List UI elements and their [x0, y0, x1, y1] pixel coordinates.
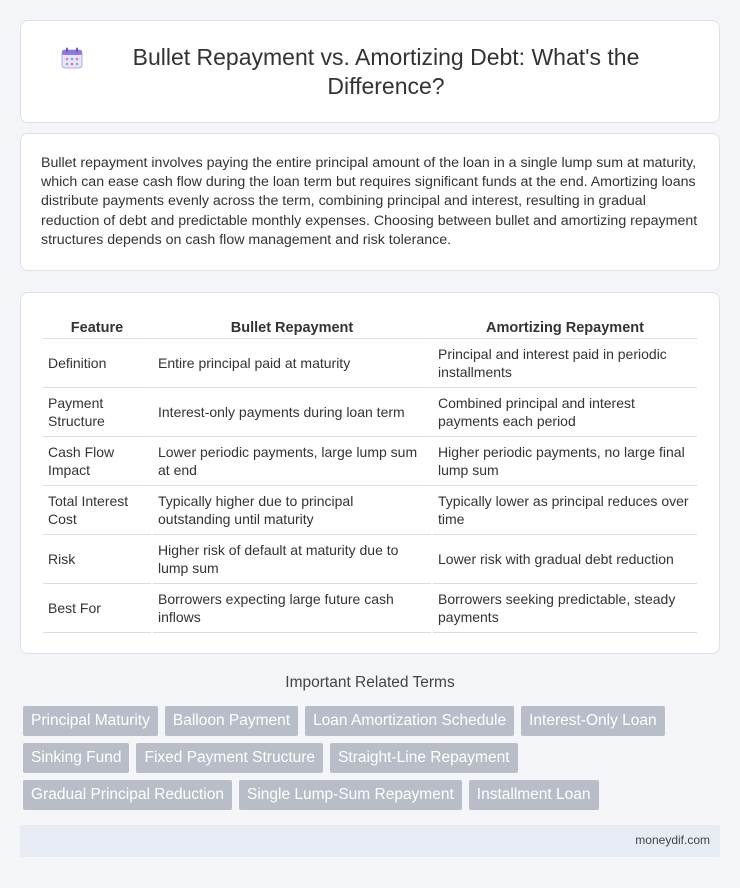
bullet-cell: Interest-only payments during loan term — [153, 388, 431, 437]
comparison-card — [20, 292, 720, 654]
related-term-tag[interactable]: Interest-Only Loan — [521, 706, 665, 736]
related-term-tag[interactable]: Gradual Principal Reduction — [23, 780, 232, 810]
amortizing-cell: Higher periodic payments, no large final lump sum — [433, 437, 697, 486]
table-row — [43, 388, 697, 437]
amortizing-cell: Lower risk with gradual debt reduction — [433, 535, 697, 584]
bullet-cell: Typically higher due to principal outstanding until maturity — [153, 486, 431, 535]
header-amortizing: Amortizing Repayment — [433, 313, 697, 339]
intro-card — [20, 133, 720, 271]
feature-cell: Total Interest Cost — [43, 486, 151, 535]
comparison-table — [41, 313, 699, 633]
amortizing-cell: Borrowers seeking predictable, steady payments — [433, 584, 697, 633]
related-term-tag[interactable]: Installment Loan — [469, 780, 599, 810]
table-row — [43, 339, 697, 388]
footer — [20, 825, 720, 857]
feature-cell: Risk — [43, 535, 151, 584]
table-row — [43, 437, 697, 486]
page-title: Bullet Repayment vs. Amortizing Debt: What's the Difference? — [132, 43, 640, 99]
table-header-row — [43, 313, 697, 339]
related-term-tag[interactable]: Loan Amortization Schedule — [305, 706, 514, 736]
related-term-tag[interactable]: Single Lump-Sum Repayment — [239, 780, 462, 810]
feature-cell: Cash Flow Impact — [43, 437, 151, 486]
calendar-icon — [60, 46, 84, 70]
bullet-cell: Entire principal paid at maturity — [153, 339, 431, 388]
related-term-tag[interactable]: Balloon Payment — [165, 706, 298, 736]
related-term-tag[interactable]: Sinking Fund — [23, 743, 129, 773]
table-row — [43, 486, 697, 535]
table-row — [43, 584, 697, 633]
bullet-cell: Higher risk of default at maturity due to lump sum — [153, 535, 431, 584]
feature-cell: Best For — [43, 584, 151, 633]
feature-cell: Payment Structure — [43, 388, 151, 437]
site-name[interactable]: moneydif.com — [635, 833, 710, 847]
bullet-cell: Borrowers expecting large future cash inflows — [153, 584, 431, 633]
related-terms-list — [23, 706, 723, 817]
title-card — [20, 20, 720, 123]
amortizing-cell: Typically lower as principal reduces over time — [433, 486, 697, 535]
table-row — [43, 535, 697, 584]
related-term-tag[interactable]: Straight-Line Repayment — [330, 743, 517, 773]
related-term-tag[interactable]: Fixed Payment Structure — [136, 743, 323, 773]
header-bullet: Bullet Repayment — [153, 313, 431, 339]
amortizing-cell: Principal and interest paid in periodic installments — [433, 339, 697, 388]
related-terms-title: Important Related Terms — [285, 674, 455, 691]
amortizing-cell: Combined principal and interest payments each period — [433, 388, 697, 437]
header-feature: Feature — [43, 313, 151, 339]
related-term-tag[interactable]: Principal Maturity — [23, 706, 158, 736]
bullet-cell: Lower periodic payments, large lump sum at end — [153, 437, 431, 486]
feature-cell: Definition — [43, 339, 151, 388]
intro-text: Bullet repayment involves paying the entire principal amount of the loan in a single lump sum at maturity, which can ease cash flow during the loan term but requires significant funds at the end. Amortizing loans distribute payments evenly across the term, combining principal and interest, resulting in gradual reduction of debt and predictable monthly expenses. Choosing between bullet and amortizing repayment structures depends on cash flow management and risk tolerance. — [41, 155, 698, 248]
